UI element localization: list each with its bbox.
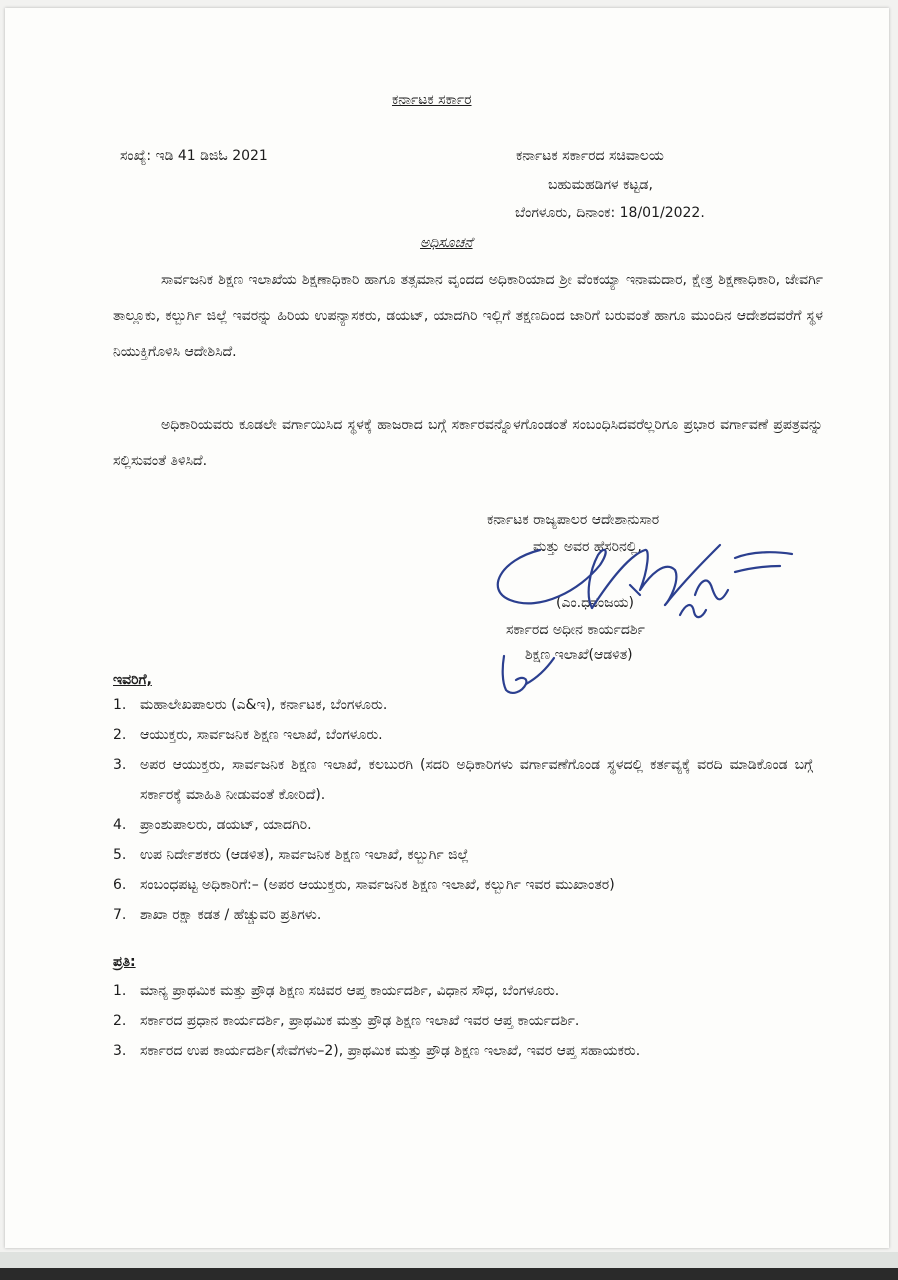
signatory-designation: ಸರ್ಕಾರದ ಅಧೀನ ಕಾರ್ಯದರ್ಶಿ xyxy=(506,622,645,638)
address-line-2: ಬಹುಮಹಡಿಗಳ ಕಟ್ಟಡ, xyxy=(548,177,653,193)
list-item: 2. ಆಯುಕ್ತರು, ಸಾರ್ವಜನಿಕ ಶಿಕ್ಷಣ ಇಲಾಖೆ, ಬೆಂಗಳೂರು. xyxy=(113,727,383,743)
list-item: 6. ಸಂಬಂಧಪಟ್ಟ ಅಧಿಕಾರಿಗೆ:– (ಅಪರ ಆಯುಕ್ತರು, ಸಾರ್ವಜನಿಕ ಶಿಕ್ಷಣ ಇಲಾಖೆ, ಕಲ್ಬುರ್ಗಿ ಇವರ ಮುಖಾಂತರ) xyxy=(113,877,615,893)
body-paragraph-2: ಅಧಿಕಾರಿಯವರು ಕೂಡಲೇ ವರ್ಗಾಯಿಸಿದ ಸ್ಥಳಕ್ಕೆ ಹಾಜರಾದ ಬಗ್ಗೆ ಸರ್ಕಾರವನ್ನೊಳಗೊಂಡಂತೆ ಸಂಬಂಧಿಸಿದವರೆಲ್ಲರಿಗೂ ಪ್ರಭಾರ ವರ್ಗಾವಣೆ ಪ್ರಪತ್ರವನ್ನು ಸಲ್ಲಿಸುವಂತೆ ತಿಳಿಸಿದೆ. xyxy=(113,417,823,469)
signature-line-2: ಮತ್ತು ಅವರ ಹೆಸರಿನಲ್ಲಿ, xyxy=(533,539,642,555)
signatory-name: (ಎಂ.ಧನಂಜಯ) xyxy=(556,595,634,611)
list-item: 5. ಉಪ ನಿರ್ದೇಶಕರು (ಆಡಳಿತ), ಸಾರ್ವಜನಿಕ ಶಿಕ್ಷಣ ಇಲಾಖೆ, ಕಲ್ಬುರ್ಗಿ ಜಿಲ್ಲೆ xyxy=(113,847,469,863)
body-paragraph-1: ಸಾರ್ವಜನಿಕ ಶಿಕ್ಷಣ ಇಲಾಖೆಯ ಶಿಕ್ಷಣಾಧಿಕಾರಿ ಹಾಗೂ ತತ್ಸಮಾನ ವೃಂದದ ಅಧಿಕಾರಿಯಾದ ಶ್ರೀ ವೆಂಕಯ್ಯಾ ಇನಾಮದಾರ, ಕ್ಷೇತ್ರ ಶಿಕ್ಷಣಾಧಿಕಾರಿ, ಜೇವರ್ಗಿ ತಾಲ್ಲೂಕು, ಕಲ್ಬುರ್ಗಿ ಜಿಲ್ಲೆ ಇವರನ್ನು ಹಿರಿಯ ಉಪನ್ಯಾಸಕರು, ಡಯಟ್, ಯಾದಗಿರಿ ಇಲ್ಲಿಗೆ ತಕ್ಷಣದಿಂದ ಜಾರಿಗೆ ಬರುವಂತೆ ಹಾಗೂ ಮುಂದಿನ ಆದೇಶದವರೆಗೆ ಸ್ಥಳ ನಿಯುಕ್ತಿಗೊಳಿಸಿ ಆದೇಶಿಸಿದೆ. xyxy=(113,272,823,360)
list-item: 4. ಪ್ರಾಂಶುಪಾಲರು, ಡಯಟ್, ಯಾದಗಿರಿ. xyxy=(113,817,312,833)
list-item: 1. ಮಾನ್ಯ ಪ್ರಾಥಮಿಕ ಮತ್ತು ಪ್ರೌಢ ಶಿಕ್ಷಣ ಸಚಿವರ ಆಪ್ತ ಕಾರ್ಯದರ್ಶಿ, ವಿಧಾನ ಸೌಧ, ಬೆಂಗಳೂರು. xyxy=(113,983,560,999)
bottom-edge xyxy=(0,1268,898,1280)
address-line-1: ಕರ್ನಾಟಕ ಸರ್ಕಾರದ ಸಚಿವಾಲಯ xyxy=(516,148,664,164)
recipients-list xyxy=(113,690,813,930)
list-item: 7. ಶಾಖಾ ರಕ್ಷಾ ಕಡತ / ಹೆಚ್ಚುವರಿ ಪ್ರತಿಗಳು. xyxy=(113,907,322,923)
list-item: 1. ಮಹಾಲೇಖಪಾಲರು (ಎ&ಇ), ಕರ್ನಾಟಕ, ಬೆಂಗಳೂರು. xyxy=(113,697,388,713)
notification-title: ಅಧಿಸೂಚನೆ xyxy=(420,235,473,251)
recipients-heading: ಇವರಿಗೆ, xyxy=(113,672,152,688)
list-item: 2. ಸರ್ಕಾರದ ಪ್ರಧಾನ ಕಾರ್ಯದರ್ಶಿ, ಪ್ರಾಥಮಿಕ ಮತ್ತು ಪ್ರೌಢ ಶಿಕ್ಷಣ ಇಲಾಖೆ ಇವರ ಆಪ್ತ ಕಾರ್ಯದರ್ಶಿ. xyxy=(113,1013,580,1029)
list-item: 3. ಅಪರ ಆಯುಕ್ತರು, ಸಾರ್ವಜನಿಕ ಶಿಕ್ಷಣ ಇಲಾಖೆ, ಕಲಬುರಗಿ (ಸದರಿ ಅಧಿಕಾರಿಗಳು ವರ್ಗಾವಣೆಗೊಂಡ ಸ್ಥಳದಲ್ಲಿ ಕರ್ತವ್ಯಕ್ಕೆ ವರದಿ ಮಾಡಿಕೊಂಡ ಬಗ್ಗೆ ಸರ್ಕಾರಕ್ಕೆ ಮಾಹಿತಿ ನೀಡುವಂತೆ ಕೋರಿದೆ). xyxy=(113,757,813,803)
copy-heading: ಪ್ರತಿ: xyxy=(113,954,136,970)
address-date-line: ಬೆಂಗಳೂರು, ದಿನಾಂಕ: 18/01/2022. xyxy=(515,205,705,221)
signatory-department: ಶಿಕ್ಷಣ ಇಲಾಖೆ(ಆಡಳಿತ) xyxy=(525,647,633,663)
reference-number: ಸಂಖ್ಯೆ: ಇಡಿ 41 ಡಿಜಿಓ 2021 xyxy=(120,148,268,164)
handwritten-signature-icon xyxy=(480,520,810,630)
signature-line-1: ಕರ್ನಾಟಕ ರಾಜ್ಯಪಾಲರ ಆದೇಶಾನುಸಾರ xyxy=(487,512,660,528)
list-item: 3. ಸರ್ಕಾರದ ಉಪ ಕಾರ್ಯದರ್ಶಿ(ಸೇವೆಗಳು–2), ಪ್ರಾಥಮಿಕ ಮತ್ತು ಪ್ರೌಢ ಶಿಕ್ಷಣ ಇಲಾಖೆ, ಇವರ ಆಪ್ತ ಸಹಾಯಕರು. xyxy=(113,1043,641,1059)
header-title: ಕರ್ನಾಟಕ ಸರ್ಕಾರ xyxy=(392,92,472,108)
copy-list xyxy=(113,976,813,1066)
